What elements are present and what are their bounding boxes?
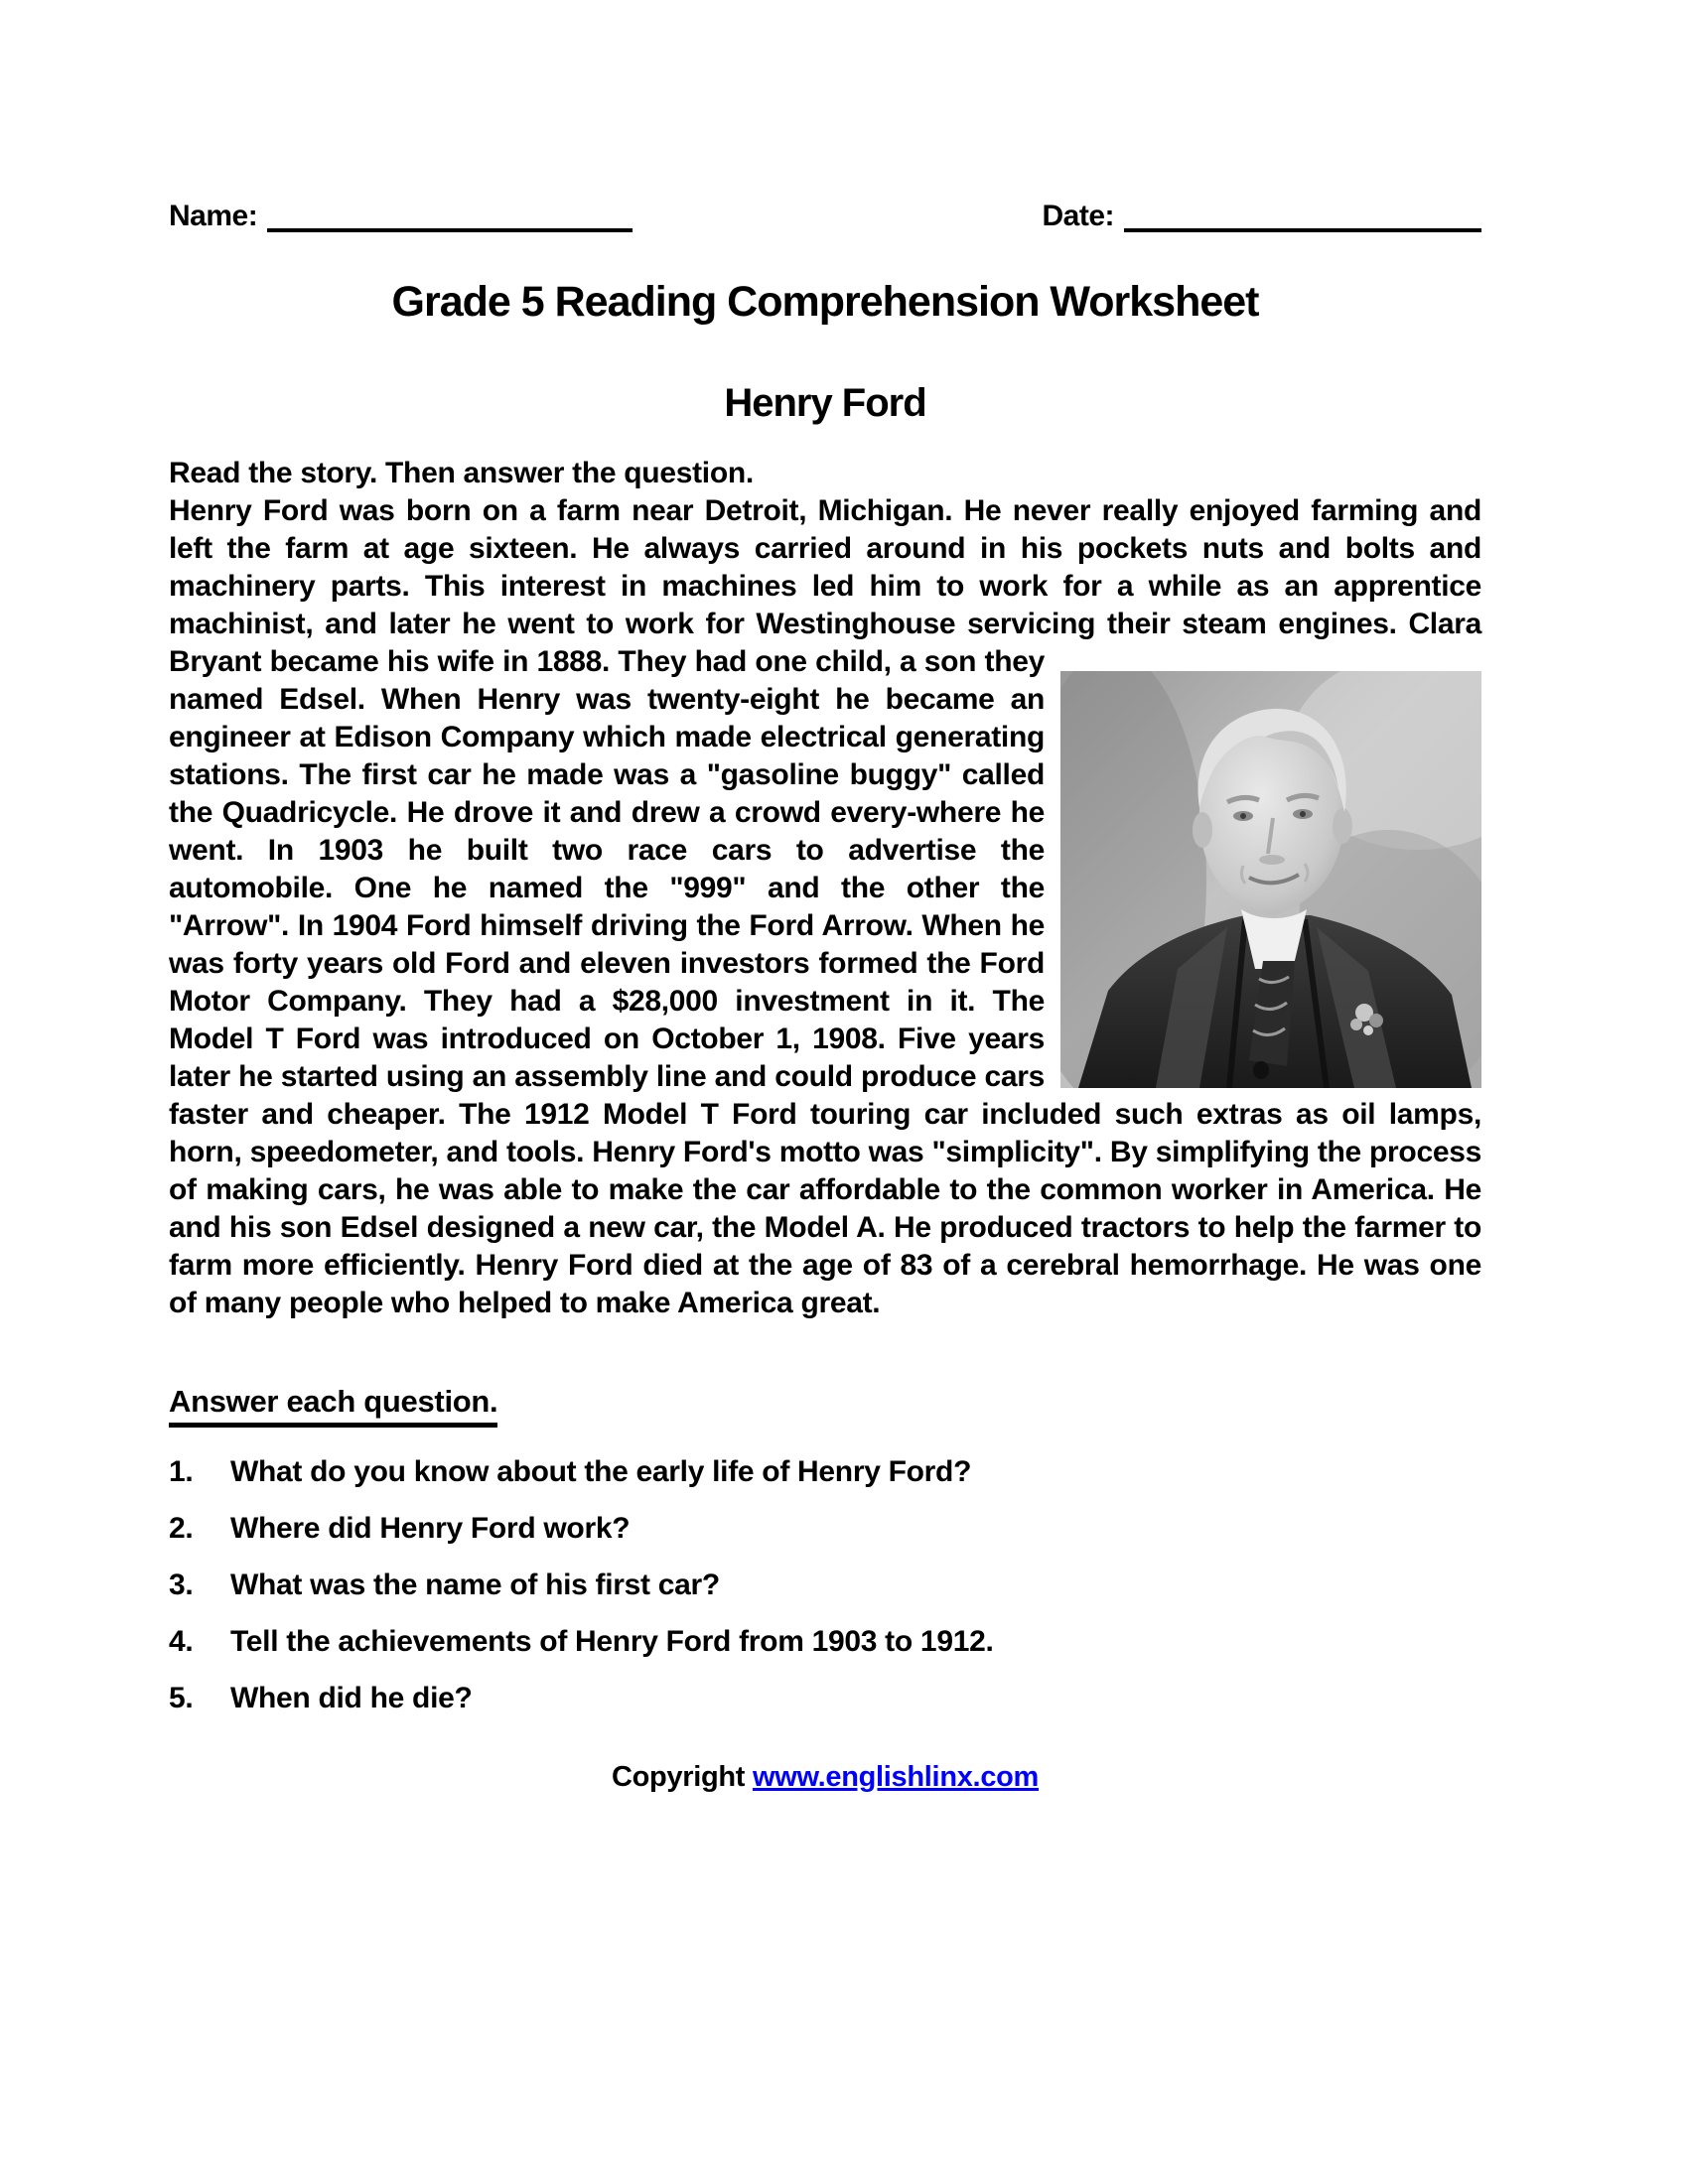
question-text: When did he die?	[230, 1682, 473, 1714]
question-number: 4.	[169, 1625, 194, 1658]
question-row-3	[169, 1567, 1481, 1604]
question-number: 5.	[169, 1682, 194, 1714]
instructions-line: Read the story. Then answer the question.	[169, 457, 754, 489]
question-text: Where did Henry Ford work?	[230, 1512, 631, 1545]
question-row-5	[169, 1680, 1481, 1717]
name-label: Name:	[169, 200, 258, 232]
copyright-label: Copyright	[611, 1761, 746, 1793]
answer-heading-text: Answer each question.	[169, 1384, 497, 1428]
page-title: Grade 5 Reading Comprehension Worksheet	[391, 278, 1259, 326]
story-paragraph	[169, 492, 1481, 1322]
date-field-group	[1042, 199, 1481, 232]
story-text: Henry Ford was born on a farm near Detroit, Michigan. He never really enjoyed farming and left the farm at age sixteen. He always carried around in his pockets nuts and bolts and machinery parts. This interest in machines led him to work for a while as an apprentice machinist, and later he went to work for Westinghouse servicing their steam engines. Clara Bryant became his wife in 1888. They had one child, a son they named Edsel. When Henry was twenty-eight he became an engineer at Edison Company which made electrical generating stations. The first car he made was a "gasoline buggy" called the Quadricycle. He drove it and drew a crowd every-where he went. In 1903 he built two race cars to advertise the automobile. One he named the "999" and the other the "Arrow". In 1904 Ford himself driving the Ford Arrow. When he was forty years old Ford and eleven investors formed the Ford Motor Company. They had a $28,000 investment in it. The Model T Ford was introduced on October 1, 1908. Five years later he started using an assembly line and could produce cars faster and cheaper. The 1912 Model T Ford touring car included such extras as oil lamps, horn, speedometer, and tools. Henry Ford's motto was "simplicity". By simplifying the process of making cars, he was able to make the car affordable to the common worker in America. He and his son Edsel designed a new car, the Model A. He produced tractors to help the farmer to farm more efficiently. Henry Ford died at the age of 83 of a cerebral hemorrhage. He was one of many people who helped to make America great.	[169, 494, 1481, 1319]
question-number: 1.	[169, 1455, 194, 1488]
question-text: What do you know about the early life of Henry Ford?	[230, 1455, 972, 1488]
story-title: Henry Ford	[724, 381, 926, 425]
question-number: 2.	[169, 1512, 194, 1545]
henry-ford-portrait-svg	[1060, 671, 1481, 1088]
question-row-1	[169, 1453, 1481, 1491]
date-label: Date:	[1042, 200, 1114, 232]
question-row-2	[169, 1510, 1481, 1548]
name-field-group	[169, 199, 633, 232]
questions-list	[169, 1453, 1481, 1717]
question-text: What was the name of his first car?	[230, 1569, 720, 1601]
question-row-4	[169, 1623, 1481, 1661]
name-input-line[interactable]	[267, 199, 633, 232]
englishlinx-link[interactable]: www.englishlinx.com	[752, 1761, 1040, 1793]
footer	[169, 1761, 1481, 1794]
question-number: 3.	[169, 1569, 194, 1601]
answer-heading	[169, 1384, 1481, 1428]
date-input-line[interactable]	[1124, 199, 1481, 232]
henry-ford-photo	[1060, 671, 1481, 1088]
question-text: Tell the achievements of Henry Ford from 1903 to 1912.	[230, 1625, 994, 1658]
header-fields-row	[169, 199, 1481, 232]
